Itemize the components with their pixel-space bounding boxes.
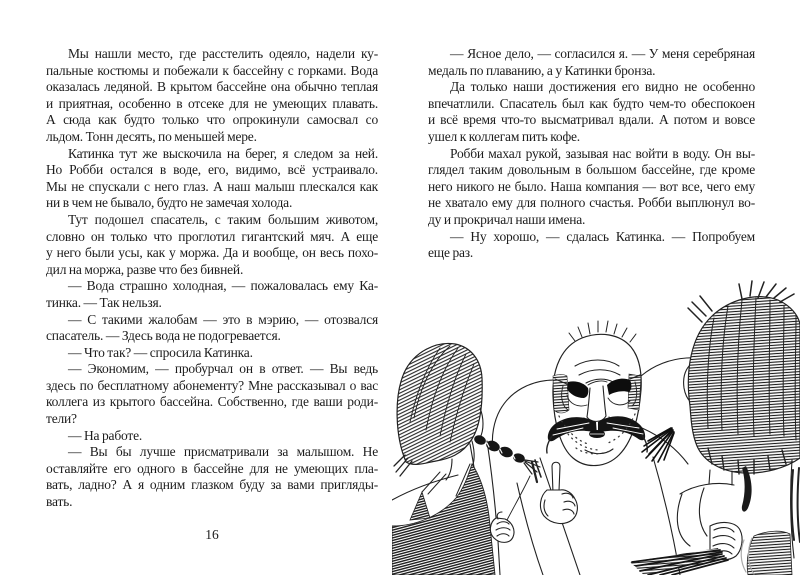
- text-line: впечатлили. Спасатель был как будто чем-то обеспокоен: [428, 95, 755, 111]
- text-line: тели?: [46, 411, 77, 427]
- paragraph: [46, 46, 378, 146]
- text-line: — Ясное дело, — согласился я. — У меня серебряная: [450, 46, 755, 61]
- text-line: А сюда как будто только что опрокинули самосвал со: [46, 112, 378, 128]
- text-line: ни в чем не бывало, будто не замечая холода.: [46, 195, 293, 211]
- text-line: тинка. — Так нельзя.: [46, 294, 162, 310]
- text-line: дил на моржа, разве что без бивней.: [46, 261, 244, 277]
- text-line: не хватало ему для полного счастья. Робби выплюнул во-: [428, 195, 755, 211]
- girl-figure: [392, 343, 541, 575]
- text-line: у него были усы, как у моржа. Да и вообще, он весь похо-: [46, 245, 378, 261]
- text-line: оказалась ледяной. В крытом бассейне она обычно теплая: [46, 79, 378, 95]
- text-line: — Вода страшно холодная, — пожаловалась ему Ка-: [68, 278, 378, 294]
- text-line: Робби махал рукой, зазывая нас войти в воду. Он вы-: [450, 145, 755, 161]
- text-line: Тут подошел спасатель, с таким большим животом,: [68, 211, 378, 227]
- text-line: — С такими жалобам — это в мэрию, — отозвался: [68, 311, 378, 327]
- raised-finger: [540, 462, 577, 523]
- text-line: него никого не было. Наша компания — вот все, чего ему: [428, 178, 755, 194]
- text-line: — Экономим, — пробурчал он в ответ. — Вы ведь: [68, 361, 378, 377]
- paragraph: [46, 312, 378, 345]
- lifeguard-illustration: [392, 278, 800, 575]
- left-page-text: [46, 46, 378, 511]
- text-line: и всё время что-то высматривал вдали. А потом и вовсе: [428, 112, 755, 128]
- text-line: здесь по бесплатному абонементу? Мне рассказывал о вас: [46, 377, 378, 393]
- paragraph: [46, 345, 378, 362]
- paragraph: [46, 361, 378, 427]
- paragraph: [428, 46, 755, 79]
- paragraph: [428, 146, 755, 229]
- text-line: льдом. Тонн десять, по меньшей мере.: [46, 128, 257, 144]
- text-line: — Что так? — спросила Катинка.: [68, 344, 253, 360]
- paragraph: [46, 444, 378, 510]
- text-line: еще раз.: [428, 245, 474, 261]
- text-line: словно он только что проглотил гигантский мяч. А еще: [46, 228, 378, 244]
- right-page-text: [428, 46, 755, 262]
- text-line: глядел таким довольным в большом бассейне, где кроме: [428, 162, 755, 178]
- paragraph: [428, 229, 755, 262]
- text-line: и приятная, особенно в отсеке для не умеющих плавать.: [46, 95, 378, 111]
- paragraph: [428, 79, 755, 145]
- text-line: Мы нашли место, где расстелить одеяло, надели ку-: [68, 46, 378, 61]
- text-line: коллега из крытого бассейна. Собственно, где ваши роди-: [46, 394, 378, 410]
- paragraph: [46, 212, 378, 278]
- text-line: ду и прокричал наши имена.: [428, 211, 586, 227]
- text-line: вать.: [46, 494, 73, 510]
- text-line: — Ну хорошо, — сдалась Катинка. — Попробуем: [450, 228, 755, 244]
- text-line: Мы не спускали с него глаз. А наш малыш плескался как: [46, 178, 378, 194]
- text-line: вать, ладно? А я одним глазком буду за вами пригляды-: [46, 477, 378, 493]
- boy-figure: [630, 281, 800, 575]
- text-line: медаль по плаванию, а у Катинки бронза.: [428, 62, 656, 78]
- text-line: Но Робби остался в воде, его, видимо, всё устраивало.: [46, 162, 378, 178]
- text-line: пальные костюмы и побежали к бассейну с горками. Вода: [46, 62, 378, 78]
- text-line: ушел к коллегам пить кофе.: [428, 128, 580, 144]
- text-line: оставляйте его одного в бассейне для не умеющих пла-: [46, 460, 378, 476]
- text-line: — Вы бы лучше присматривали за малышом. Не: [68, 444, 378, 460]
- text-line: Катинка тут же выскочила на берег, я следом за ней.: [68, 145, 378, 161]
- paragraph: [46, 146, 378, 212]
- paragraph: [46, 428, 378, 445]
- paragraph: [46, 278, 378, 311]
- text-line: Да только наши достижения его видно не особенно: [450, 79, 755, 95]
- text-line: спасатель. — Здесь вода не подогревается.: [46, 328, 281, 344]
- page-number: 16: [205, 527, 219, 542]
- text-line: — На работе.: [68, 427, 143, 443]
- hair-tuft: [642, 428, 674, 462]
